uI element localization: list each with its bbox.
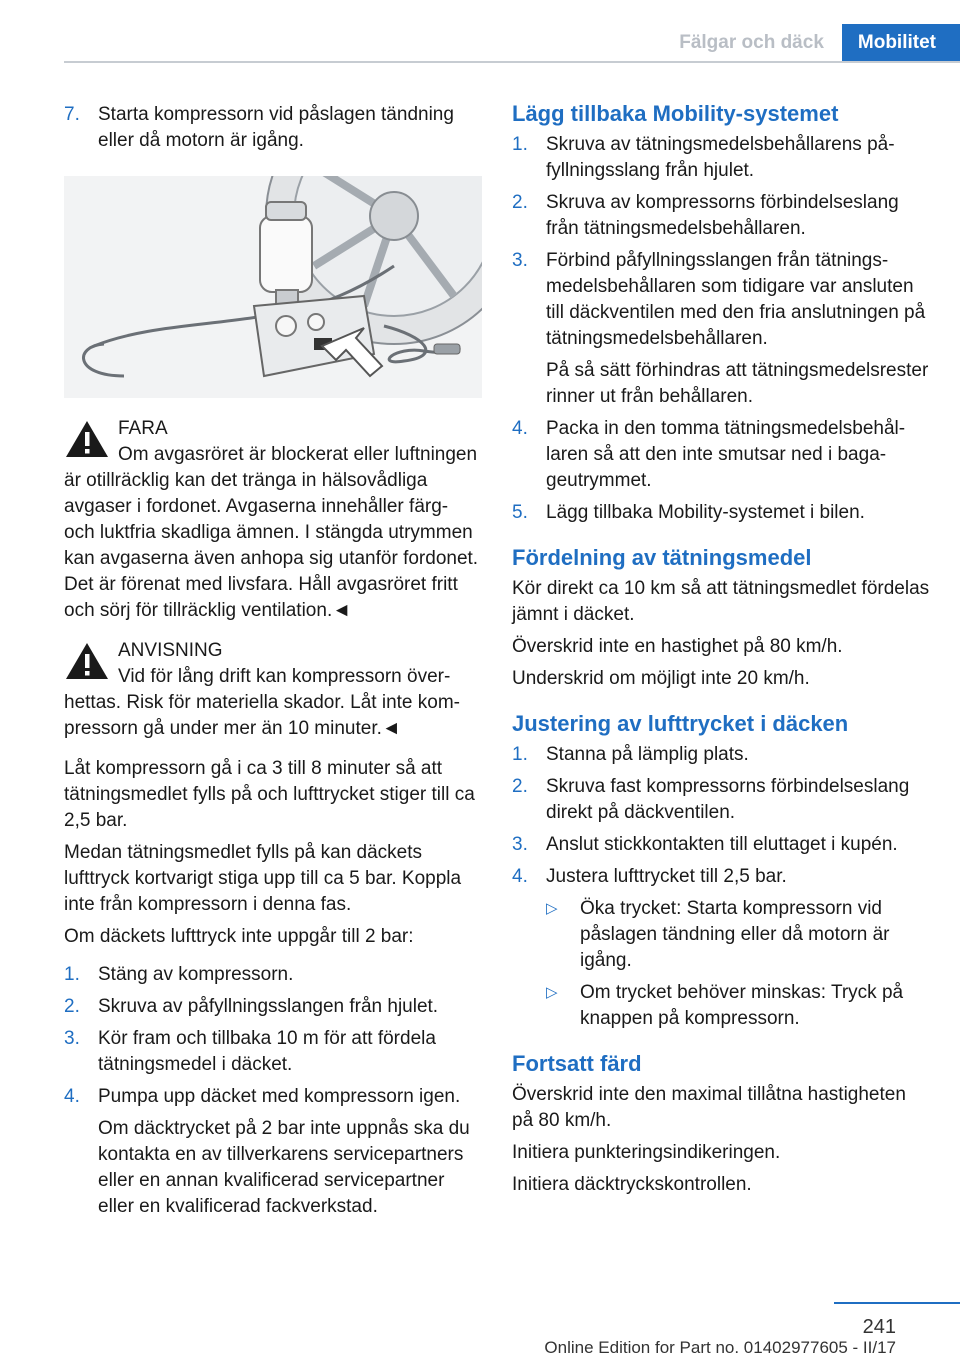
danger-warning [64,416,482,624]
list-item [64,1084,482,1110]
section-heading: Fördelning av tätningsmedel [512,545,812,570]
step-number: 7. [64,104,80,125]
list-item [512,190,930,242]
step-number: 2. [64,996,80,1017]
paragraph: Underskrid om möjligt inte 20 km/h. [512,668,810,689]
section-heading: Justering av lufttrycket i däcken [512,711,849,736]
step-number: 5. [512,502,528,523]
step-number: 2. [512,192,528,213]
sub-list-item [512,896,930,974]
step-text: Stanna på lämplig plats. [546,744,749,765]
warning-title: FARA [118,418,168,439]
list-item [512,774,930,826]
step-text: Stäng av kompressorn. [98,964,294,985]
left-column [64,102,482,1226]
triangle-bullet-icon: ▷ [546,900,558,917]
list-item [64,962,482,988]
warning-triangle-icon [64,418,110,460]
warning-text: Vid för lång drift kan kompressorn överhettas. Risk för materiella skador. Låt inte kompressorn gå under mer än 10 minuter.◄ [64,666,460,739]
list-item [512,132,930,184]
paragraph: Överskrid inte en hastighet på 80 km/h. [512,636,843,657]
paragraph: Initiera punkteringsindikeringen. [512,1142,781,1163]
paragraph: Om däckets lufttryck inte uppgår till 2 bar: [64,926,414,947]
list-item [512,864,930,890]
sub-item-text: Om trycket behöver minskas: Tryck på knappen på kompressorn. [580,982,904,1029]
list-item [512,832,930,858]
paragraph: Medan tätningsmedlet fylls på kan däckets lufttryck kortvarigt stiga upp till ca 5 bar. Koppla inte från kompressorn i denna fas. [64,842,462,915]
step-number: 2. [512,776,528,797]
step-text: Lägg tillbaka Mobility-systemet i bilen. [546,502,865,523]
step-text: Förbind påfyllningsslangen från tätningsmedelsbehållaren som tidigare var ansluten till däckventilen med den fria anslutningen på tätningsmedelsbehållaren. [546,250,926,349]
list-item [64,994,482,1020]
list-item [64,1026,482,1078]
triangle-bullet-icon: ▷ [546,984,558,1001]
step-text: Starta kompressorn vid påslagen tändning eller då motorn är igång. [98,104,454,151]
step-number: 1. [512,744,528,765]
step-number: 3. [512,834,528,855]
paragraph: Låt kompressorn gå i ca 3 till 8 minuter så att tätningsmedlet fylls på och lufttrycket stiger till ca 2,5 bar. [64,758,475,831]
sub-item-text: Öka trycket: Starta kompressorn vid påslagen tändning eller då motorn är igång. [580,898,890,971]
step-number: 4. [64,1086,80,1107]
step-number: 1. [64,964,80,985]
step-number: 3. [64,1028,80,1049]
list-item [512,500,930,526]
step-text: Skruva fast kompressorns förbindelseslang direkt på däckventilen. [546,776,910,823]
step-text: Packa in den tomma tätningsmedelsbehållaren så att den inte smutsar ned i bagageutrymmet. [546,418,906,491]
notice-warning [64,638,482,742]
tab-falgar-och-dack[interactable]: Fälgar och däck [661,24,842,62]
page-number: 241 [862,1316,896,1338]
step-text: Anslut stickkontakten till eluttaget i kupén. [546,834,898,855]
right-column [512,100,930,1204]
edition-line: Online Edition for Part no. 01402977605 - II/17 [544,1338,896,1357]
step-continuation: Om däcktrycket på 2 bar inte uppnås ska du kontakta en av tillverkarens servicepartners eller en annan kvalificerad servicepartner eller en kvalificerad fackverkstad. [98,1118,470,1217]
step-continuation: På så sätt förhindras att tätningsmedelsrester rinner ut från behållaren. [546,360,929,407]
step-text: Kör fram och tillbaka 10 m för att fördela tätningsmedel i däcket. [98,1028,436,1075]
warning-triangle-icon [64,640,110,682]
list-item [512,742,930,768]
section-heading: Lägg tillbaka Mobility-systemet [512,101,839,126]
step-text: Skruva av tätningsmedelsbehållarens påfyllningsslang från hjulet. [546,134,895,181]
list-item [512,416,930,494]
paragraph: Kör direkt ca 10 km så att tätningsmedlet fördelas jämnt i däcket. [512,578,930,625]
warning-text: Om avgasröret är blockerat eller luftningen är otillräcklig kan det tränga in hälsovådliga avgaser i fordonet. Avgaserna innehåller färg- och luktfria skadliga ämnen. I stängda utrymmen kan avgaserna även anhopa sig utanför fordonet. Det är förenat med livsfara. Håll avgasröret fritt och sörj för tillräcklig ventilation.◄ [64,444,479,621]
step-text: Skruva av påfyllningsslangen från hjulet. [98,996,439,1017]
warning-title: ANVISNING [118,640,223,661]
tab-mobilitet[interactable]: Mobilitet [842,24,960,62]
step-number: 4. [512,418,528,439]
step-text: Skruva av kompressorns förbindelseslang från tätningsmedelsbehållaren. [546,192,899,239]
sub-list-item [512,980,930,1032]
step-text: Pumpa upp däcket med kompressorn igen. [98,1086,461,1107]
paragraph: Överskrid inte den maximal tillåtna hastigheten på 80 km/h. [512,1084,906,1131]
list-item [512,248,930,352]
step-number: 1. [512,134,528,155]
step-number: 3. [512,250,528,271]
step-number: 4. [512,866,528,887]
list-item [64,102,482,154]
compressor-illustration [64,176,482,398]
header-divider [64,61,960,63]
section-heading: Fortsatt färd [512,1051,642,1076]
step-text: Justera lufttrycket till 2,5 bar. [546,866,787,887]
paragraph: Initiera däcktryckskontrollen. [512,1174,752,1195]
header-tabs [661,24,960,62]
compressor-image [64,176,482,398]
footer-divider [834,1302,960,1304]
